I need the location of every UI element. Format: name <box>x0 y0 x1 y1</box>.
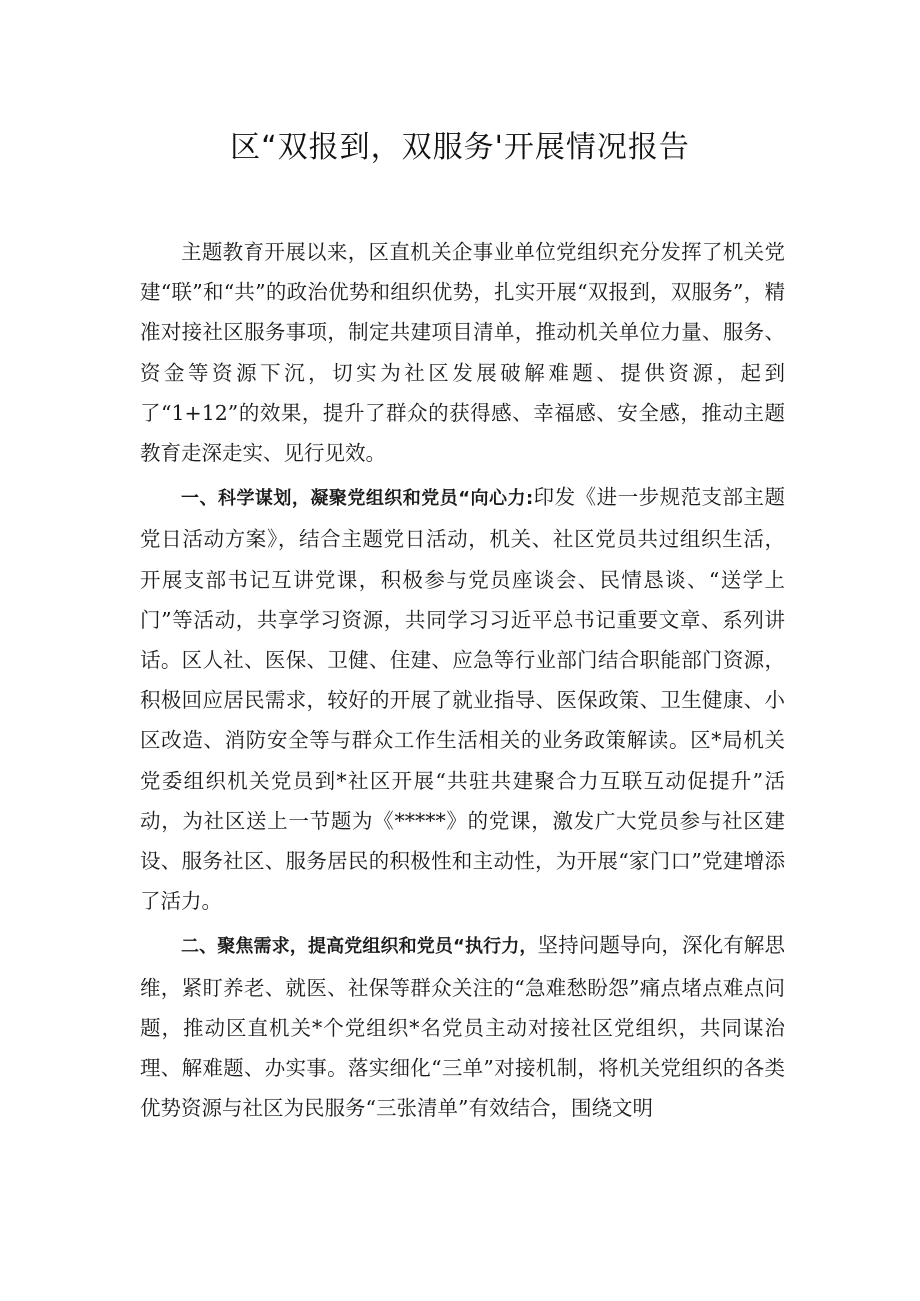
section-1-paragraph <box>140 477 785 921</box>
section-2-paragraph <box>140 925 785 1128</box>
intro-paragraph: 主题教育开展以来，区直机关企事业单位党组织充分发挥了机关党建“联”和“共”的政治优势和组织优势，扎实开展“双报到，双服务”，精准对接社区服务事项，制定共建项目清单，推动机关单位力量、服务、资金等资源下沉，切实为社区发展破解难题、提供资源，起到了“1+12”的效果，提升了群众的获得感、幸福感、安全感，推动主题教育走深走实、见行见效。 <box>140 240 785 466</box>
section-1-heading: 一、科学谋划，凝聚党组织和党员“向心力: <box>181 488 534 510</box>
section-2-text: 坚持问题导向，深化有解思维，紧盯养老、就医、社保等群众关注的“急难愁盼怨”痛点堵点难点问题，推动区直机关*个党组织*名党员主动对接社区党组织，共同谋治理、解难题、办实事。落实细化“三单”对接机制，将机关党组织的各类优势资源与社区为民服务“三张清单”有效结合，围绕文明 <box>140 933 786 1121</box>
document-body <box>140 232 785 1128</box>
section-1-text: 印发《进一步规范支部主题党日活动方案》，结合主题党日活动，机关、社区党员共过组织生活，开展支部书记互讲党课，积极参与党员座谈会、民情恳谈、“送学上门”等活动，共享学习资源，共同学习习近平总书记重要文章、系列讲话。区人社、医保、卫健、住建、应急等行业部门结合职能部门资源，积极回应居民需求，较好的开展了就业指导、医保政策、卫生健康、小区改造、消防安全等与群众工作生活相关的业务政策解读。区*局机关党委组织机关党员到*社区开展“共驻共建聚合力互联互动促提升”活动，为社区送上一节题为《*****》的党课，激发广大党员参与社区建设、服务社区、服务居民的积极性和主动性，为开展“家门口”党建增添了活力。 <box>140 485 785 914</box>
document-title: 区“双报到，双服务'开展情况报告 <box>230 130 690 165</box>
section-2-heading: 二、聚焦需求，提高党组织和党员“执行力， <box>181 936 538 958</box>
